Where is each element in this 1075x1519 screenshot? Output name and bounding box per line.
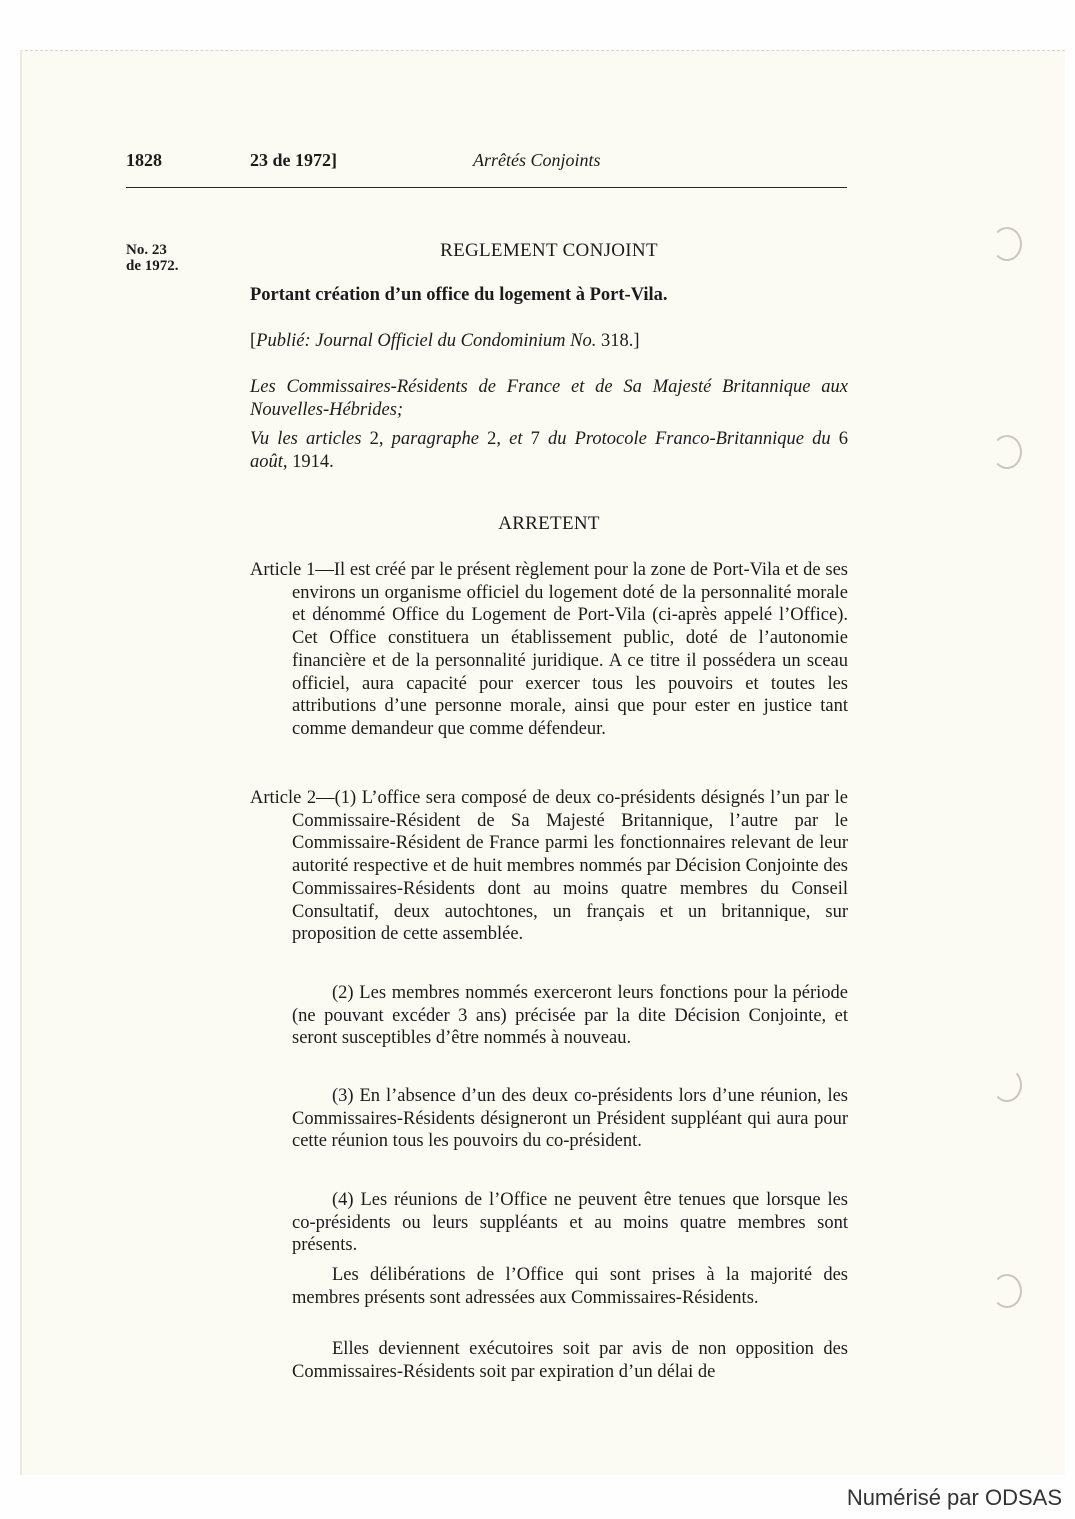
preamble-text: paragraphe <box>391 429 479 449</box>
header-rule <box>126 187 847 188</box>
publie-journal: Publié: Journal Officiel du Condominium No. <box>256 331 597 351</box>
preamble-protocol <box>250 428 848 474</box>
punch-hole <box>992 1068 1022 1102</box>
article-2-deliberations: Les délibérations de l’Office qui sont prises à la majorité des membres présents sont adressées aux Commissaires-Résidents. <box>292 1265 848 1308</box>
publication-reference <box>250 331 640 352</box>
document-title: REGLEMENT CONJOINT <box>440 240 658 261</box>
punch-hole <box>992 1274 1022 1308</box>
document-subtitle: Portant création d’un office du logement à Port-Vila. <box>250 285 668 305</box>
article-1: Article 1—Il est créé par le présent règlement pour la zone de Port-Vila et de ses environs un organisme officiel du logement doté de la personnalité morale et dénommé Office du Logement de Port-Vila (ci-après appelé l’Office). Cet Office constituera un établissement public, doté de l’autonomie financière et de la personnalité juridique. A ce titre il possédera un sceau officiel, aura capacité pour exercer tous les pouvoirs et toutes les attributions d’une personne morale, ainsi que pour ester en justice tant comme demandeur que comme défendeur. <box>250 560 848 739</box>
margin-note-year: de 1972. <box>126 258 179 274</box>
punch-hole <box>992 227 1022 261</box>
preamble-text: août <box>250 452 283 472</box>
preamble-text: du Protocole Franco-Britannique du <box>547 429 831 449</box>
article-2-paragraph-1: Article 2—(1) L’office sera composé de deux co-présidents désignés l’un par le Commissaire-Résident de Sa Majesté Britannique, l’autre par le Commissaire-Résident de France parmi les fonctionnaires relevant de leur autorité respective et de huit membres nommés par Décision Conjointe des Commissaires-Résidents dont au moins quatre membres du Conseil Consultatif, deux autochtones, un français et un britannique, sur proposition de cette assemblée. <box>250 788 848 945</box>
running-header <box>126 150 846 174</box>
running-title: Arrêtés Conjoints <box>473 150 601 170</box>
article-2-paragraph-4: (4) Les réunions de l’Office ne peuvent être tenues que lorsque les co-présidents ou leurs suppléants et au moins quatre membres sont présents. <box>292 1190 848 1256</box>
preamble-num: 6 <box>830 429 848 449</box>
publie-number: 318.] <box>596 331 640 351</box>
punch-hole <box>992 435 1022 469</box>
preamble-num: 2, <box>478 429 510 449</box>
preamble-num: , 1914. <box>282 452 334 472</box>
publie-bracket: [ <box>250 331 257 351</box>
digitization-stamp: Numérisé par ODSAS <box>846 1485 1062 1510</box>
article-2-paragraph-2: (2) Les membres nommés exerceront leurs fonctions pour la période (ne pouvant excéder 3 ans) précisée par la dite Décision Conjointe, et seront susceptibles d’être nommés à nouveau. <box>292 983 848 1049</box>
preamble-num: 2, <box>361 429 392 449</box>
margin-note-number: No. 23 <box>126 242 167 258</box>
page-number: 1828 <box>126 150 162 170</box>
article-2-execution: Elles deviennent exécutoires soit par avis de non opposition des Commissaires-Résidents soit par expiration d’un délai de <box>292 1339 848 1382</box>
preamble-text: et <box>509 429 523 449</box>
preamble-text: Vu les articles <box>250 429 362 449</box>
page-edge-left <box>20 50 22 1475</box>
preamble-num: 7 <box>522 429 548 449</box>
article-2-paragraph-3: (3) En l’absence d’un des deux co-présidents lors d’une réunion, les Commissaires-Résidents désigneront un Président suppléant qui aura pour cette réunion tous les pouvoirs du co-président. <box>292 1086 848 1152</box>
arretent-heading: ARRETENT <box>498 513 600 534</box>
page-edge-top <box>20 50 1065 52</box>
margin-note <box>126 242 179 274</box>
header-reference: 23 de 1972] <box>250 150 337 170</box>
preamble-commissioners: Les Commissaires-Résidents de France et de Sa Majesté Britannique aux Nouvelles-Hébrides; <box>250 377 848 420</box>
